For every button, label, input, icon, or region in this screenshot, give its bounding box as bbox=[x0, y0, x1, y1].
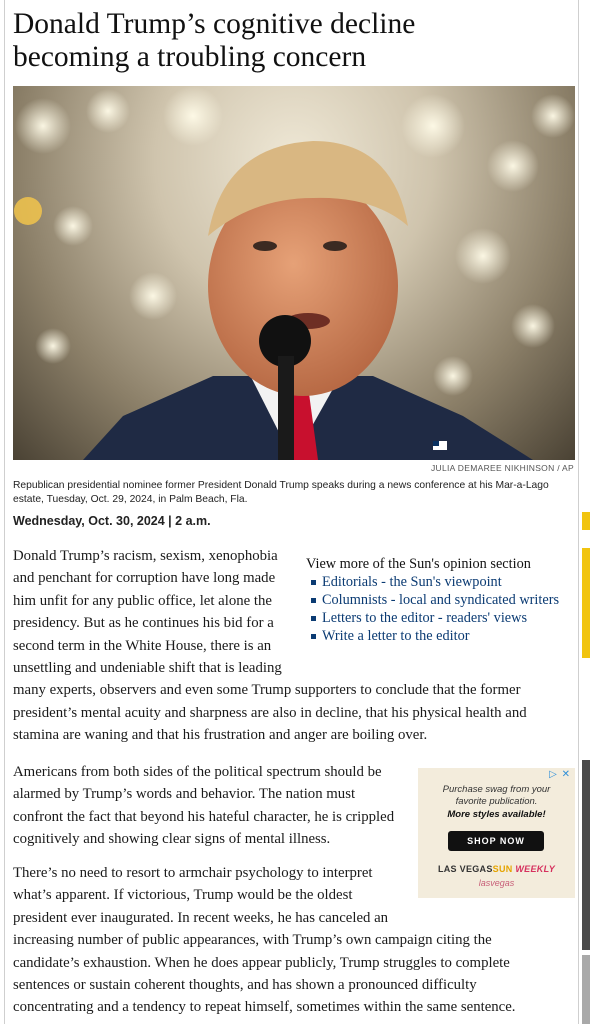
paragraph-line: president’s mental acuity and sharpness are also in decline, that his physical health and bbox=[13, 704, 527, 721]
edge-strip bbox=[582, 512, 590, 530]
article-paragraph-3 bbox=[13, 862, 575, 1019]
headline-line: becoming a troubling concern bbox=[13, 41, 367, 73]
sidebox-links bbox=[306, 573, 578, 645]
ad-text: Purchase swag from your bbox=[442, 784, 551, 795]
paragraph-line: increasing number of public appearances, with Trump’s own campaign citing the bbox=[13, 932, 492, 949]
paragraph-line: concentrating and a tendency to repeat himself, sometimes within the same sentence. bbox=[13, 999, 516, 1016]
paragraph-line: many experts, observers and even some Trump supporters to conclude that the former bbox=[13, 682, 521, 699]
ad-shop-now-button[interactable]: SHOP NOW bbox=[448, 831, 544, 851]
paragraph-line: Donald Trump’s racism, sexism, xenophobia bbox=[13, 548, 278, 564]
paragraph-line: There’s no need to resort to armchair psychology to interpret bbox=[13, 865, 373, 881]
paragraph-line: him unfit for any public office, let alone the bbox=[13, 592, 273, 609]
paragraph-line: presidency. But as he continues his bid for a bbox=[13, 615, 274, 632]
edge-strip bbox=[582, 760, 590, 950]
paragraph-line: second term in the White House, there is an bbox=[13, 637, 272, 654]
headline-line: Donald Trump’s cognitive decline bbox=[13, 8, 416, 40]
paragraph-line: confront the fact that beyond his hateful character, he is crippled bbox=[13, 808, 395, 825]
ad-brand-part: WEEKLY bbox=[515, 864, 556, 874]
photo-credit: JULIA DEMAREE NIKHINSON / AP bbox=[430, 463, 574, 473]
ad-brand-part: SUN bbox=[492, 864, 513, 874]
sidebox-link-editorials[interactable]: Editorials - the Sun's viewpoint bbox=[306, 573, 578, 591]
edge-strip bbox=[582, 548, 590, 658]
paragraph-line: alarmed by Trump’s words and behavior. The nation must bbox=[13, 786, 356, 803]
caption-line: Republican presidential nominee former President Donald Trump speaks during a news conference at his Mar-a-Lago bbox=[13, 480, 549, 491]
paragraph-line: candidate’s exhaustion. When he does appear publicly, Trump struggles to complete bbox=[13, 954, 510, 971]
caption-line: estate, Tuesday, Oct. 29, 2024, in Palm Beach, Fla. bbox=[13, 493, 248, 505]
paragraph-line: unsettling and undeniable shift that is leading bbox=[13, 660, 282, 677]
article-paragraph-2 bbox=[13, 761, 413, 851]
article-photo[interactable] bbox=[13, 86, 575, 460]
sidebox-link-write-letter[interactable]: Write a letter to the editor bbox=[306, 627, 578, 645]
paragraph-line: Americans from both sides of the political spectrum should be bbox=[13, 764, 382, 780]
paragraph-line: stamina are waning and that his frustration and anger are boiling over. bbox=[13, 727, 428, 744]
photo-illustration bbox=[13, 86, 575, 460]
paragraph-line: president ever inaugurated. In recent weeks, he has canceled an bbox=[13, 909, 389, 926]
ad-text: More styles available! bbox=[447, 809, 546, 820]
ad-brand-part: LAS VEGAS bbox=[437, 864, 493, 874]
ad-brand-sub: lasvegas bbox=[478, 878, 515, 888]
paragraph-line: cognitively and showing clear signs of mental illness. bbox=[13, 831, 331, 848]
paragraph-line: and penchant for corruption have long made bbox=[13, 570, 276, 587]
edge-strip bbox=[582, 955, 590, 1024]
adchoices-icon[interactable]: ▷ ✕ bbox=[549, 769, 571, 780]
sidebox-title: View more of the Sun's opinion section bbox=[306, 556, 531, 572]
photo-caption bbox=[13, 479, 573, 506]
sidebox-link-letters[interactable]: Letters to the editor - readers' views bbox=[306, 609, 578, 627]
article-dateline: Wednesday, Oct. 30, 2024 | 2 a.m. bbox=[13, 514, 211, 528]
opinion-sidebox bbox=[306, 555, 578, 645]
ad-text: favorite publication. bbox=[455, 796, 538, 807]
paragraph-line: sentences or sustain coherent thoughts, and has shown a pronounced difficulty bbox=[13, 977, 477, 994]
article-headline bbox=[13, 8, 573, 74]
sidebox-link-columnists[interactable]: Columnists - local and syndicated writers bbox=[306, 591, 578, 609]
paragraph-line: what’s apparent. If victorious, Trump would be the oldest bbox=[13, 887, 353, 904]
